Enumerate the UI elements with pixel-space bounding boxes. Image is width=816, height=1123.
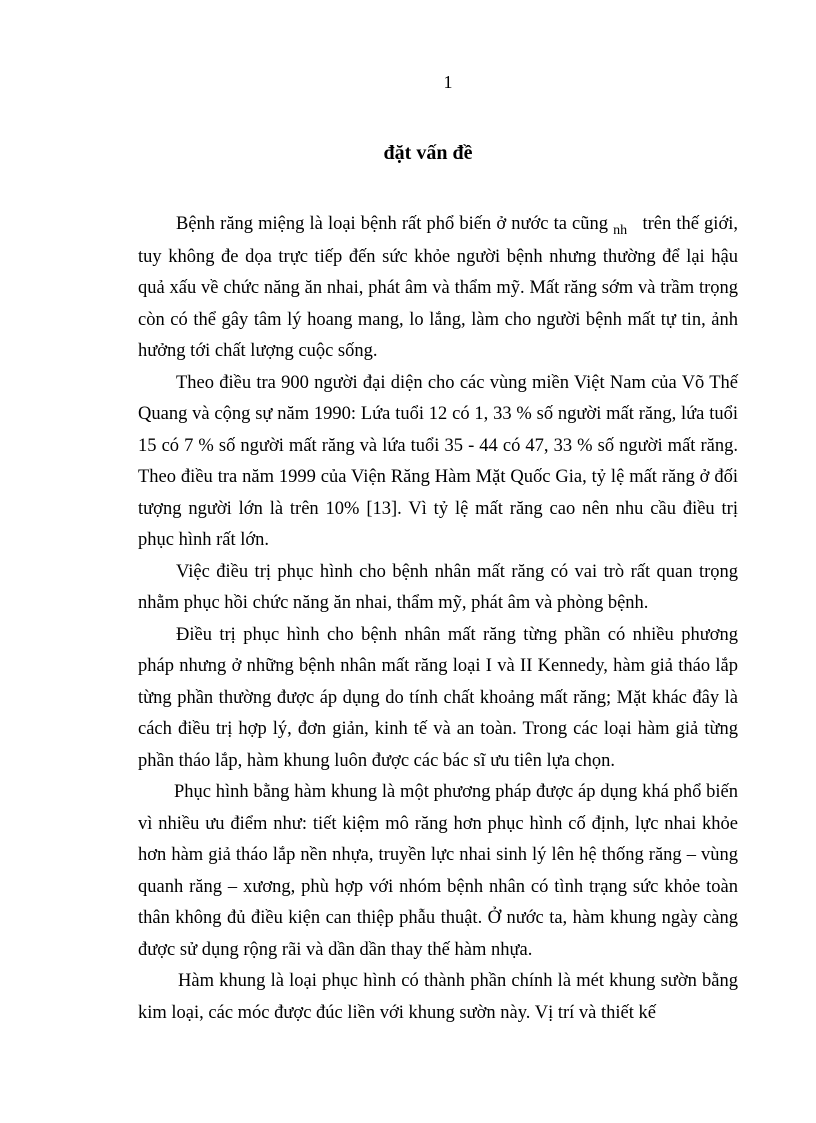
body-text <box>138 209 743 1029</box>
page-title: đặt vấn đề <box>383 142 473 164</box>
paragraph-6: Hàm khung là loại phục hình có thành phần chính là mét khung sườn bằng kim loại, các móc được đúc liền với khung sườn này. Vị trí và thiết kế <box>138 971 738 1023</box>
paragraph-3: Việc điều trị phục hình cho bệnh nhân mất răng có vai trò rất quan trọng nhằm phục hồi chức năng ăn nhai, thẩm mỹ, phát âm và phòng bệnh. <box>138 561 738 613</box>
paragraph-4: Điều trị phục hình cho bệnh nhân mất răng từng phần có nhiều phương pháp nhưng ở những bệnh nhân mất răng loại I và II Kennedy, hàm giả tháo lắp từng phần thường được áp dụng do tính chất khoảng mất răng; Mặt khác đây là cách điều trị hợp lý, đơn giản, kinh tế và an toàn. Trong các loại hàm giả từng phần tháo lắp, hàm khung luôn được các bác sĩ ưu tiên lựa chọn. <box>138 624 738 771</box>
paragraph-1-nh-fragment: nh <box>613 223 628 238</box>
paragraph-2: Theo điều tra 900 người đại diện cho các vùng miền Việt Nam của Võ Thế Quang và cộng sự năm 1990: Lứa tuổi 12 có 1, 33 % số người mất răng, lứa tuổi 15 có 7 % số người mất răng và lứa tuổi 35 - 44 có 47, 33 % số người mất răng. Theo điều tra năm 1999 của Viện Răng Hàm Mặt Quốc Gia, tỷ lệ mất răng ở đối tượng người lớn là trên 10% [13]. Vì tỷ lệ mất răng cao nên nhu cầu điều trị phục hình rất lớn. <box>138 372 738 550</box>
paragraph-1-text-b: trên thế giới, tuy không đe dọa trực tiếp đến sức khỏe người bệnh nhưng thường để lại hậu quả xấu về chức năng ăn nhai, phát âm và thẩm mỹ. Mất răng sớm và trầm trọng còn có thể gây tâm lý hoang mang, lo lắng, làm cho người bệnh mất tự tin, ảnh hưởng tới chất lượng cuộc sống. <box>138 214 743 361</box>
page-number: 1 <box>443 72 453 92</box>
paragraph-1 <box>138 209 743 368</box>
paragraph-1-text-a: Bệnh răng miệng là loại bệnh rất phổ biến ở nước ta cũng <box>176 214 614 234</box>
paragraph-5: Phục hình bằng hàm khung là một phương pháp được áp dụng khá phổ biến vì nhiều ưu điểm như: tiết kiệm mô răng hơn phục hình cố định, lực nhai khỏe hơn hàm giả tháo lắp nền nhựa, truyền lực nhai sinh lý lên hệ thống răng – vùng quanh răng – xương, phù hợp với nhóm bệnh nhân có tình trạng sức khỏe toàn thân không đủ điều kiện can thiệp phẫu thuật. Ở nước ta, hàm khung ngày càng được sử dụng rộng rãi và dần dần thay thế hàm nhựa. <box>138 782 738 960</box>
